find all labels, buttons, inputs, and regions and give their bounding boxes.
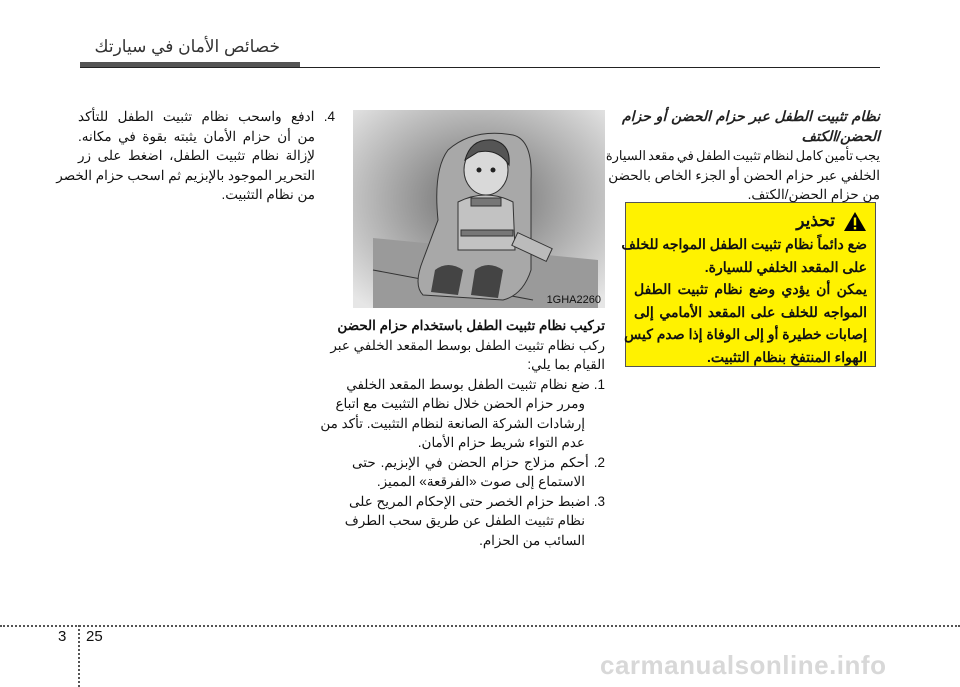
step-text: نظام تثبيت الطفل عن طريق سحب الطرف [344, 513, 585, 528]
warning-text: ضع دائماً نظام تثبيت الطفل المواجه للخلف [621, 236, 867, 252]
child-seat-illustration [353, 110, 605, 308]
section-heading: الحضن/الكتف [801, 127, 880, 144]
warning-text: على المقعد الخلفي للسيارة. [704, 258, 867, 275]
step-text: 3. اضبط حزام الخصر حتى الإحكام المريح على [348, 493, 605, 509]
body-text: الخلفي عبر حزام الحضن أو الجزء الخاص بالحضن [608, 167, 880, 183]
section-number: 3 [58, 628, 67, 645]
step-text: 1. ضع نظام تثبيت الطفل بوسط المقعد الخلفي [346, 376, 605, 392]
middle-column [320, 316, 605, 550]
warning-text: يمكن أن يؤدي وضع نظام تثبيت الطفل [634, 281, 867, 297]
body-text: ركب نظام تثبيت الطفل بوسط المقعد الخلفي عبر [330, 337, 605, 353]
step-text: الاستماع إلى صوت «الفرقعة» المميز. [376, 474, 585, 489]
step-text: التحرير الموجود بالإبزيم ثم اسحب حزام الخصر [56, 167, 315, 183]
footer-vertical-divider [78, 625, 80, 687]
right-column [605, 107, 880, 205]
step-text: من نظام التثبيت. [221, 187, 315, 202]
section-heading: نظام تثبيت الطفل عبر حزام الحضن أو حزام [622, 108, 880, 124]
warning-text: المواجه للخلف على المقعد الأمامي إلى [634, 303, 867, 320]
step-text: 4. ادفع واسحب نظام تثبيت الطفل للتأكد [78, 109, 335, 124]
left-column [56, 107, 335, 205]
warning-triangle-icon [843, 211, 867, 232]
figure-label: 1GHA2260 [546, 294, 601, 306]
page-number: 25 [86, 628, 103, 645]
header-rule [80, 67, 880, 68]
step-text: من أن حزام الأمان يثبته بقوة في مكانه. [78, 128, 315, 144]
body-text: القيام بما يلي: [527, 357, 605, 372]
step-text: لإزالة نظام تثبيت الطفل، اضغط على زر [78, 148, 315, 163]
step-text: السائب من الحزام. [479, 532, 585, 548]
body-text: من حزام الحضن/الكتف. [747, 187, 880, 202]
body-text: يجب تأمين كامل لنظام تثبيت الطفل في مقعد السيارة [605, 148, 880, 163]
footer-divider [0, 625, 960, 627]
step-text: 2. أحكم مزلاج حزام الحضن في الإبزيم. حتى [352, 454, 605, 470]
warning-text: إصابات خطيرة أو إلى الوفاة إذا صدم كيس [624, 326, 867, 342]
warning-box [621, 202, 876, 367]
step-text: ومرر حزام الحضن خلال نظام التثبيت مع اتباع [335, 396, 585, 411]
step-text: عدم التواء شريط حزام الأمان. [417, 435, 585, 450]
section-title: خصائص الأمان في سيارتك [94, 37, 280, 56]
section-heading: تركيب نظام تثبيت الطفل باستخدام حزام الحضن [337, 318, 605, 333]
step-text: إرشادات الشركة الصانعة لنظام التثبيت. تأكد من [320, 415, 585, 431]
warning-text: الهواء المنتفخ بنظام التثبيت. [706, 348, 867, 365]
warning-title: تحذير [796, 211, 835, 230]
watermark: carmanualsonline.info [600, 650, 887, 680]
